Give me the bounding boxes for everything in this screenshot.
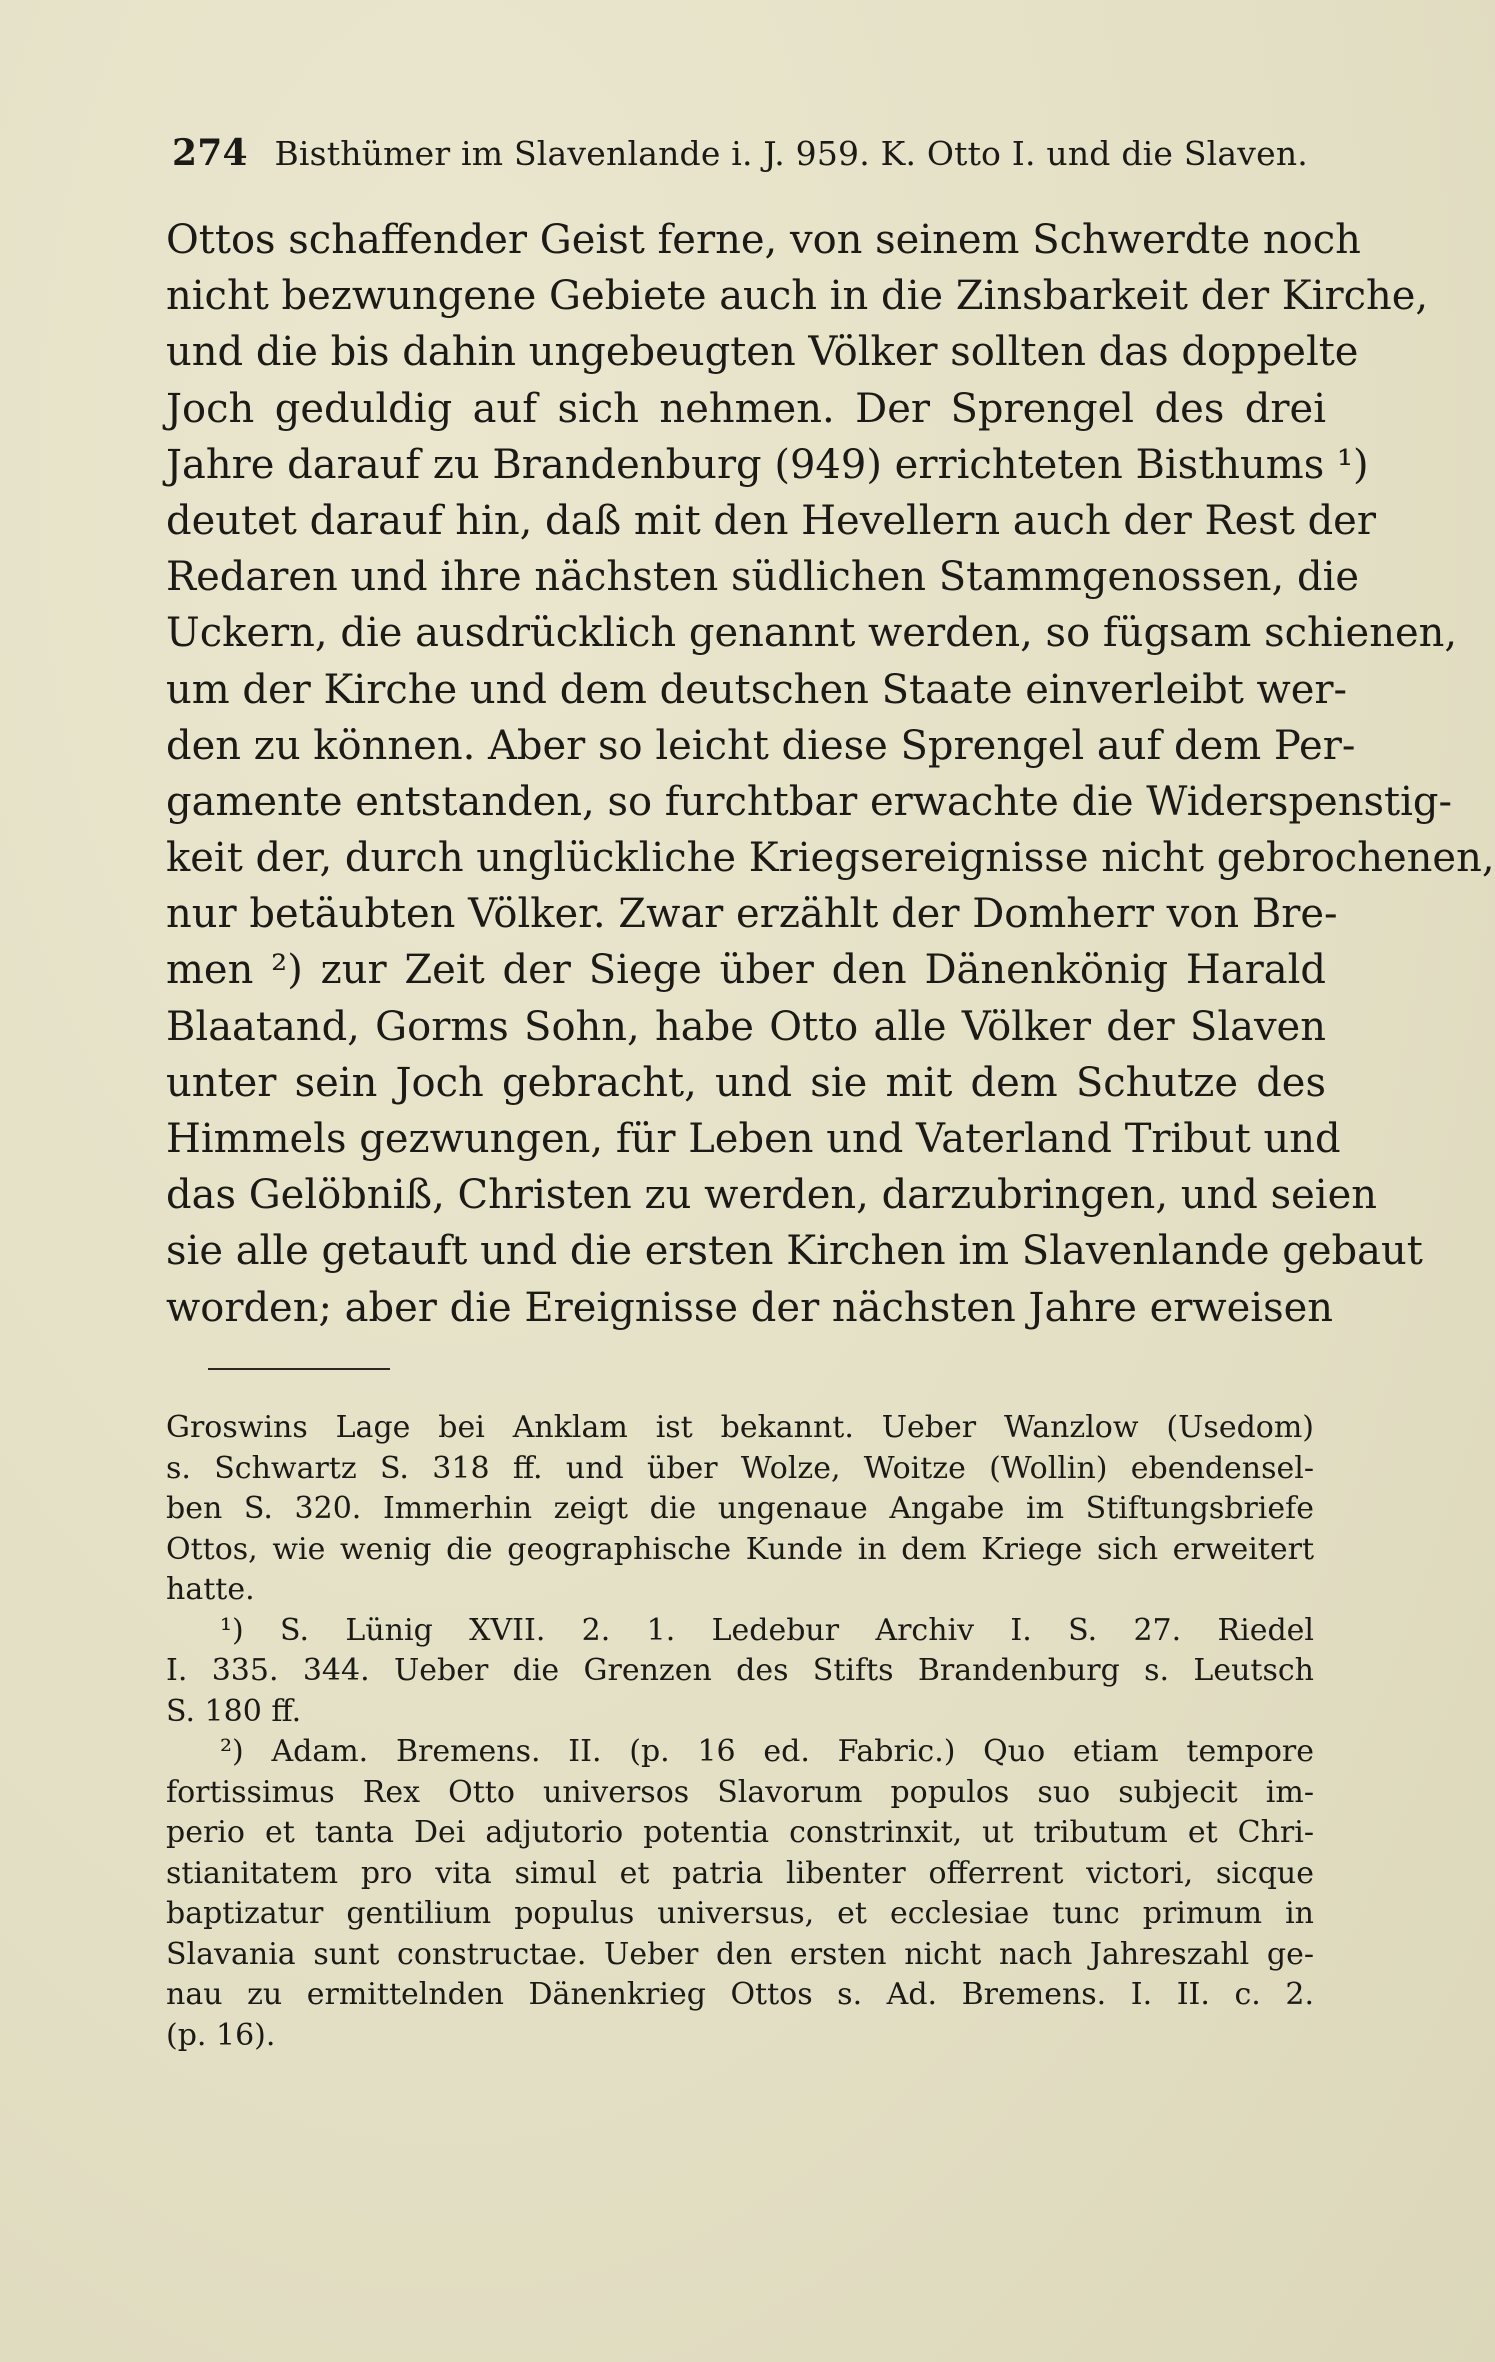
footnote-line: s. Schwartz S. 318 ff. und über Wolze, Woitze (Wollin) ebendensel- xyxy=(166,1450,1314,1486)
text-line: men ²) zur Zeit der Siege über den Dänenkönig Harald xyxy=(166,947,1326,994)
text-line: den zu können. Aber so leicht diese Sprengel auf dem Per- xyxy=(166,722,1356,769)
text-line: unter sein Joch gebracht, und sie mit dem Schutze des xyxy=(166,1059,1326,1106)
text-line: Redaren und ihre nächsten südlichen Stammgenossen, die xyxy=(166,554,1360,601)
footnote-line: stianitatem pro vita simul et patria libenter offerrent victori, sicque xyxy=(166,1855,1314,1891)
text-line: gamente entstanden, so furchtbar erwachte die Widerspenstig- xyxy=(166,778,1452,825)
text-line: Joch geduldig auf sich nehmen. Der Sprengel des drei xyxy=(166,385,1326,432)
footnote-line: nau zu ermittelnden Dänenkrieg Ottos s. Ad. Bremens. I. II. c. 2. xyxy=(166,1977,1314,2012)
text-line: nicht bezwungene Gebiete auch in die Zinsbarkeit der Kirche, xyxy=(166,273,1429,320)
footnote-line: ben S. 320. Immerhin zeigt die ungenaue Angabe im Stiftungsbriefe xyxy=(166,1491,1314,1526)
footnote-line: S. 180 ff. xyxy=(166,1693,302,1729)
text-line: deutet darauf hin, daß mit den Hevellern auch der Rest der xyxy=(166,497,1376,544)
footnote-divider xyxy=(208,1368,390,1370)
text-line: Blaatand, Gorms Sohn, habe Otto alle Völker der Slaven xyxy=(166,1003,1326,1050)
text-line: Jahre darauf zu Brandenburg (949) errichteten Bisthums ¹) xyxy=(166,441,1369,488)
page-header xyxy=(172,132,1308,174)
footnote-line: Slavania sunt constructae. Ueber den ersten nicht nach Jahreszahl ge- xyxy=(166,1936,1314,1972)
text-line: Himmels gezwungen, für Leben und Vaterland Tribut und xyxy=(166,1116,1341,1162)
footnote-line: Ottos, wie wenig die geographische Kunde in dem Kriege sich erweitert xyxy=(166,1531,1314,1567)
footnote-line: hatte. xyxy=(166,1572,255,1607)
text-line: das Gelöbniß, Christen zu werden, darzubringen, und seien xyxy=(166,1172,1378,1219)
footnote-line: ¹) S. Lünig XVII. 2. 1. Ledebur Archiv I. S. 27. Riedel xyxy=(220,1612,1314,1648)
text-line: Uckern, die ausdrücklich genannt werden, so fügsam schienen, xyxy=(166,610,1458,657)
text-line: um der Kirche und dem deutschen Staate einverleibt wer- xyxy=(166,666,1348,713)
footnote-line: Groswins Lage bei Anklam ist bekannt. Ueber Wanzlow (Usedom) xyxy=(166,1410,1314,1445)
text-line: worden; aber die Ereignisse der nächsten Jahre erweisen xyxy=(166,1284,1334,1331)
footnote-line: perio et tanta Dei adjutorio potentia constrinxit, ut tributum et Chri- xyxy=(166,1815,1314,1850)
main-text xyxy=(166,212,1495,1336)
footnote-line: baptizatur gentilium populus universus, et ecclesiae tunc primum in xyxy=(166,1896,1314,1931)
footnotes xyxy=(166,1408,1314,2056)
text-line: Ottos schaffender Geist ferne, von seinem Schwerdte noch xyxy=(166,217,1361,263)
footnote-line: ²) Adam. Bremens. II. (p. 16 ed. Fabric.) Quo etiam tempore xyxy=(220,1734,1314,1769)
running-title: Bisthümer im Slavenlande i. J. 959. K. Otto I. und die Slaven. xyxy=(274,134,1308,173)
text-line: und die bis dahin ungebeugten Völker sollten das doppelte xyxy=(166,329,1359,376)
footnote-line: (p. 16). xyxy=(166,2017,276,2053)
text-line: keit der, durch unglückliche Kriegsereignisse nicht gebrochenen, xyxy=(166,835,1495,882)
footnote-line: fortissimus Rex Otto universos Slavorum populos suo subjecit im- xyxy=(166,1774,1314,1810)
text-line: nur betäubten Völker. Zwar erzählt der Domherr von Bre- xyxy=(166,891,1338,938)
page-number: 274 xyxy=(172,132,248,174)
footnote-line: I. 335. 344. Ueber die Grenzen des Stifts Brandenburg s. Leutsch xyxy=(166,1653,1314,1688)
text-line: sie alle getauft und die ersten Kirchen im Slavenlande gebaut xyxy=(166,1228,1423,1275)
